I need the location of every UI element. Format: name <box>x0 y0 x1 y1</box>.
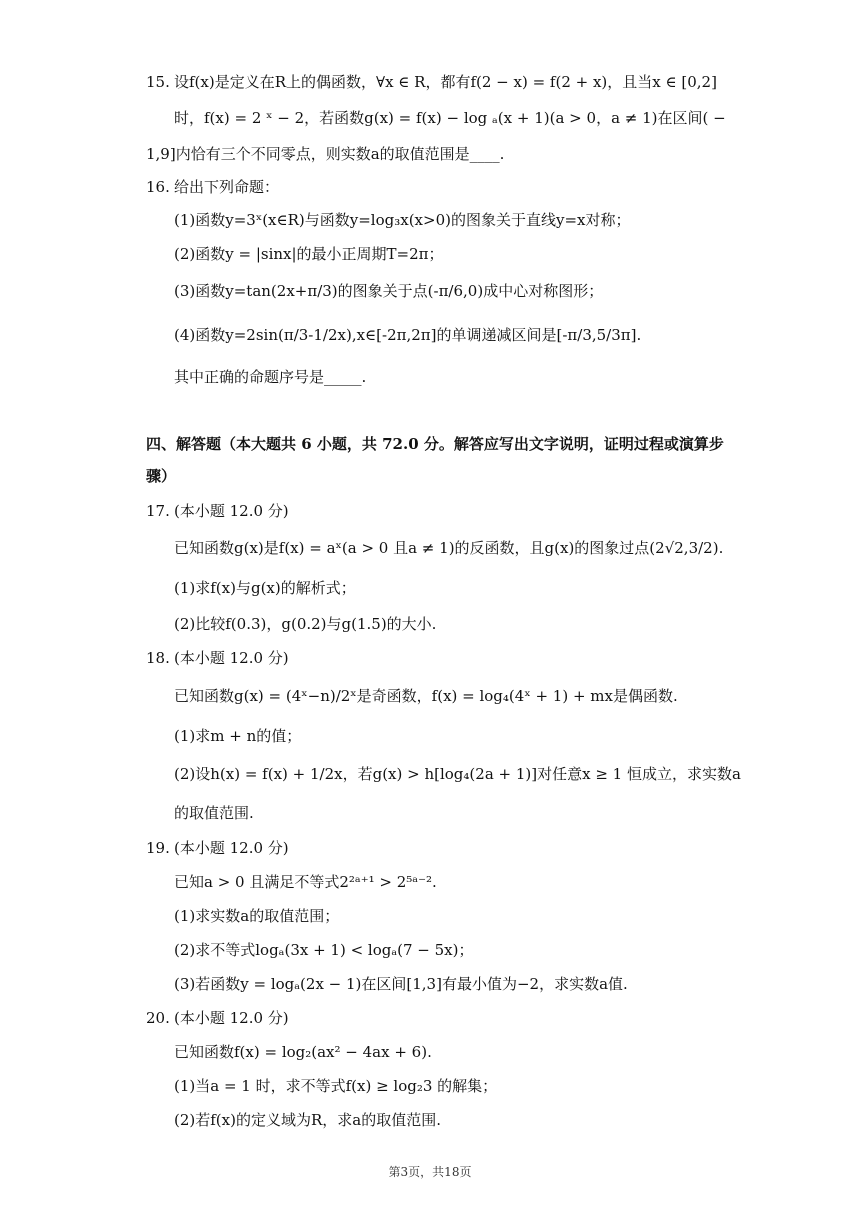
q20-number: 20. <box>146 1009 170 1027</box>
q15-line-3: 1,9]内恰有三个不同零点，则实数a的取值范围是____. <box>146 145 505 163</box>
q18-number: 18. <box>146 649 170 667</box>
q16-prop-4: (4)函数y=2sin(π/3-1/2x),x∈[-2π,2π]的单调递减区间是[-π/3,5/3π]. <box>174 326 642 344</box>
q16-number: 16. <box>146 178 170 196</box>
q19-stem: 已知a > 0 且满足不等式2²ᵃ⁺¹ > 2⁵ᵃ⁻². <box>174 873 437 891</box>
q15-line-1: 设f(x)是定义在R上的偶函数，∀x ∈ R，都有f(2 − x) = f(2 + x)，且当x ∈ [0,2] <box>174 73 717 91</box>
q18-part-2: (2)设h(x) = f(x) + 1/2x，若g(x) > h[log₄(2a + 1)]对任意x ≥ 1 恒成立，求实数a <box>174 765 741 783</box>
q20-part-1: (1)当a = 1 时，求不等式f(x) ≥ log₂3 的解集； <box>174 1077 498 1095</box>
q17-stem: 已知函数g(x)是f(x) = aˣ(a > 0 且a ≠ 1)的反函数，且g(x)的图象过点(2√2,3/2). <box>174 539 724 557</box>
q16-intro: 给出下列命题： <box>174 178 280 196</box>
q17-score: (本小题 12.0 分) <box>174 502 289 520</box>
q17-number: 17. <box>146 502 170 520</box>
q15-number: 15. <box>146 73 170 91</box>
q16-prop-2: (2)函数y = |sinx|的最小正周期T=2π； <box>174 245 444 263</box>
q18-part-2-cont: 的取值范围. <box>174 804 254 822</box>
q17-part-1: (1)求f(x)与g(x)的解析式； <box>174 579 356 597</box>
q16-prop-1: (1)函数y=3ˣ(x∈R)与函数y=log₃x(x>0)的图象关于直线y=x对称； <box>174 211 631 229</box>
section-4-heading-cont: 骤） <box>146 467 177 485</box>
q16-ask: 其中正确的命题序号是_____. <box>174 368 367 386</box>
q18-stem: 已知函数g(x) = (4ˣ−n)/2ˣ是奇函数，f(x) = log₄(4ˣ + 1) + mx是偶函数. <box>174 687 678 705</box>
q20-part-2: (2)若f(x)的定义域为R，求a的取值范围. <box>174 1111 441 1129</box>
q19-part-3: (3)若函数y = logₐ(2x − 1)在区间[1,3]有最小值为−2，求实数a值. <box>174 975 628 993</box>
q20-stem: 已知函数f(x) = log₂(ax² − 4ax + 6). <box>174 1043 432 1061</box>
page-number-footer: 第3页，共18页 <box>388 1165 472 1179</box>
q18-part-1: (1)求m + n的值； <box>174 727 302 745</box>
q16-prop-3: (3)函数y=tan(2x+π/3)的图象关于点(-π/6,0)成中心对称图形； <box>174 282 604 300</box>
q19-part-1: (1)求实数a的取值范围； <box>174 907 340 925</box>
q19-number: 19. <box>146 839 170 857</box>
section-4-heading: 四、解答题（本大题共 6 小题，共 72.0 分。解答应写出文字说明，证明过程或演算步 <box>146 435 724 453</box>
q19-score: (本小题 12.0 分) <box>174 839 289 857</box>
q17-part-2: (2)比较f(0.3)，g(0.2)与g(1.5)的大小. <box>174 615 437 633</box>
q15-line-2: 时，f(x) = 2 ˣ − 2，若函数g(x) = f(x) − log ₐ(x + 1)(a > 0，a ≠ 1)在区间( − <box>174 109 726 127</box>
q19-part-2: (2)求不等式logₐ(3x + 1) < logₐ(7 − 5x)； <box>174 941 474 959</box>
q18-score: (本小题 12.0 分) <box>174 649 289 667</box>
q20-score: (本小题 12.0 分) <box>174 1009 289 1027</box>
